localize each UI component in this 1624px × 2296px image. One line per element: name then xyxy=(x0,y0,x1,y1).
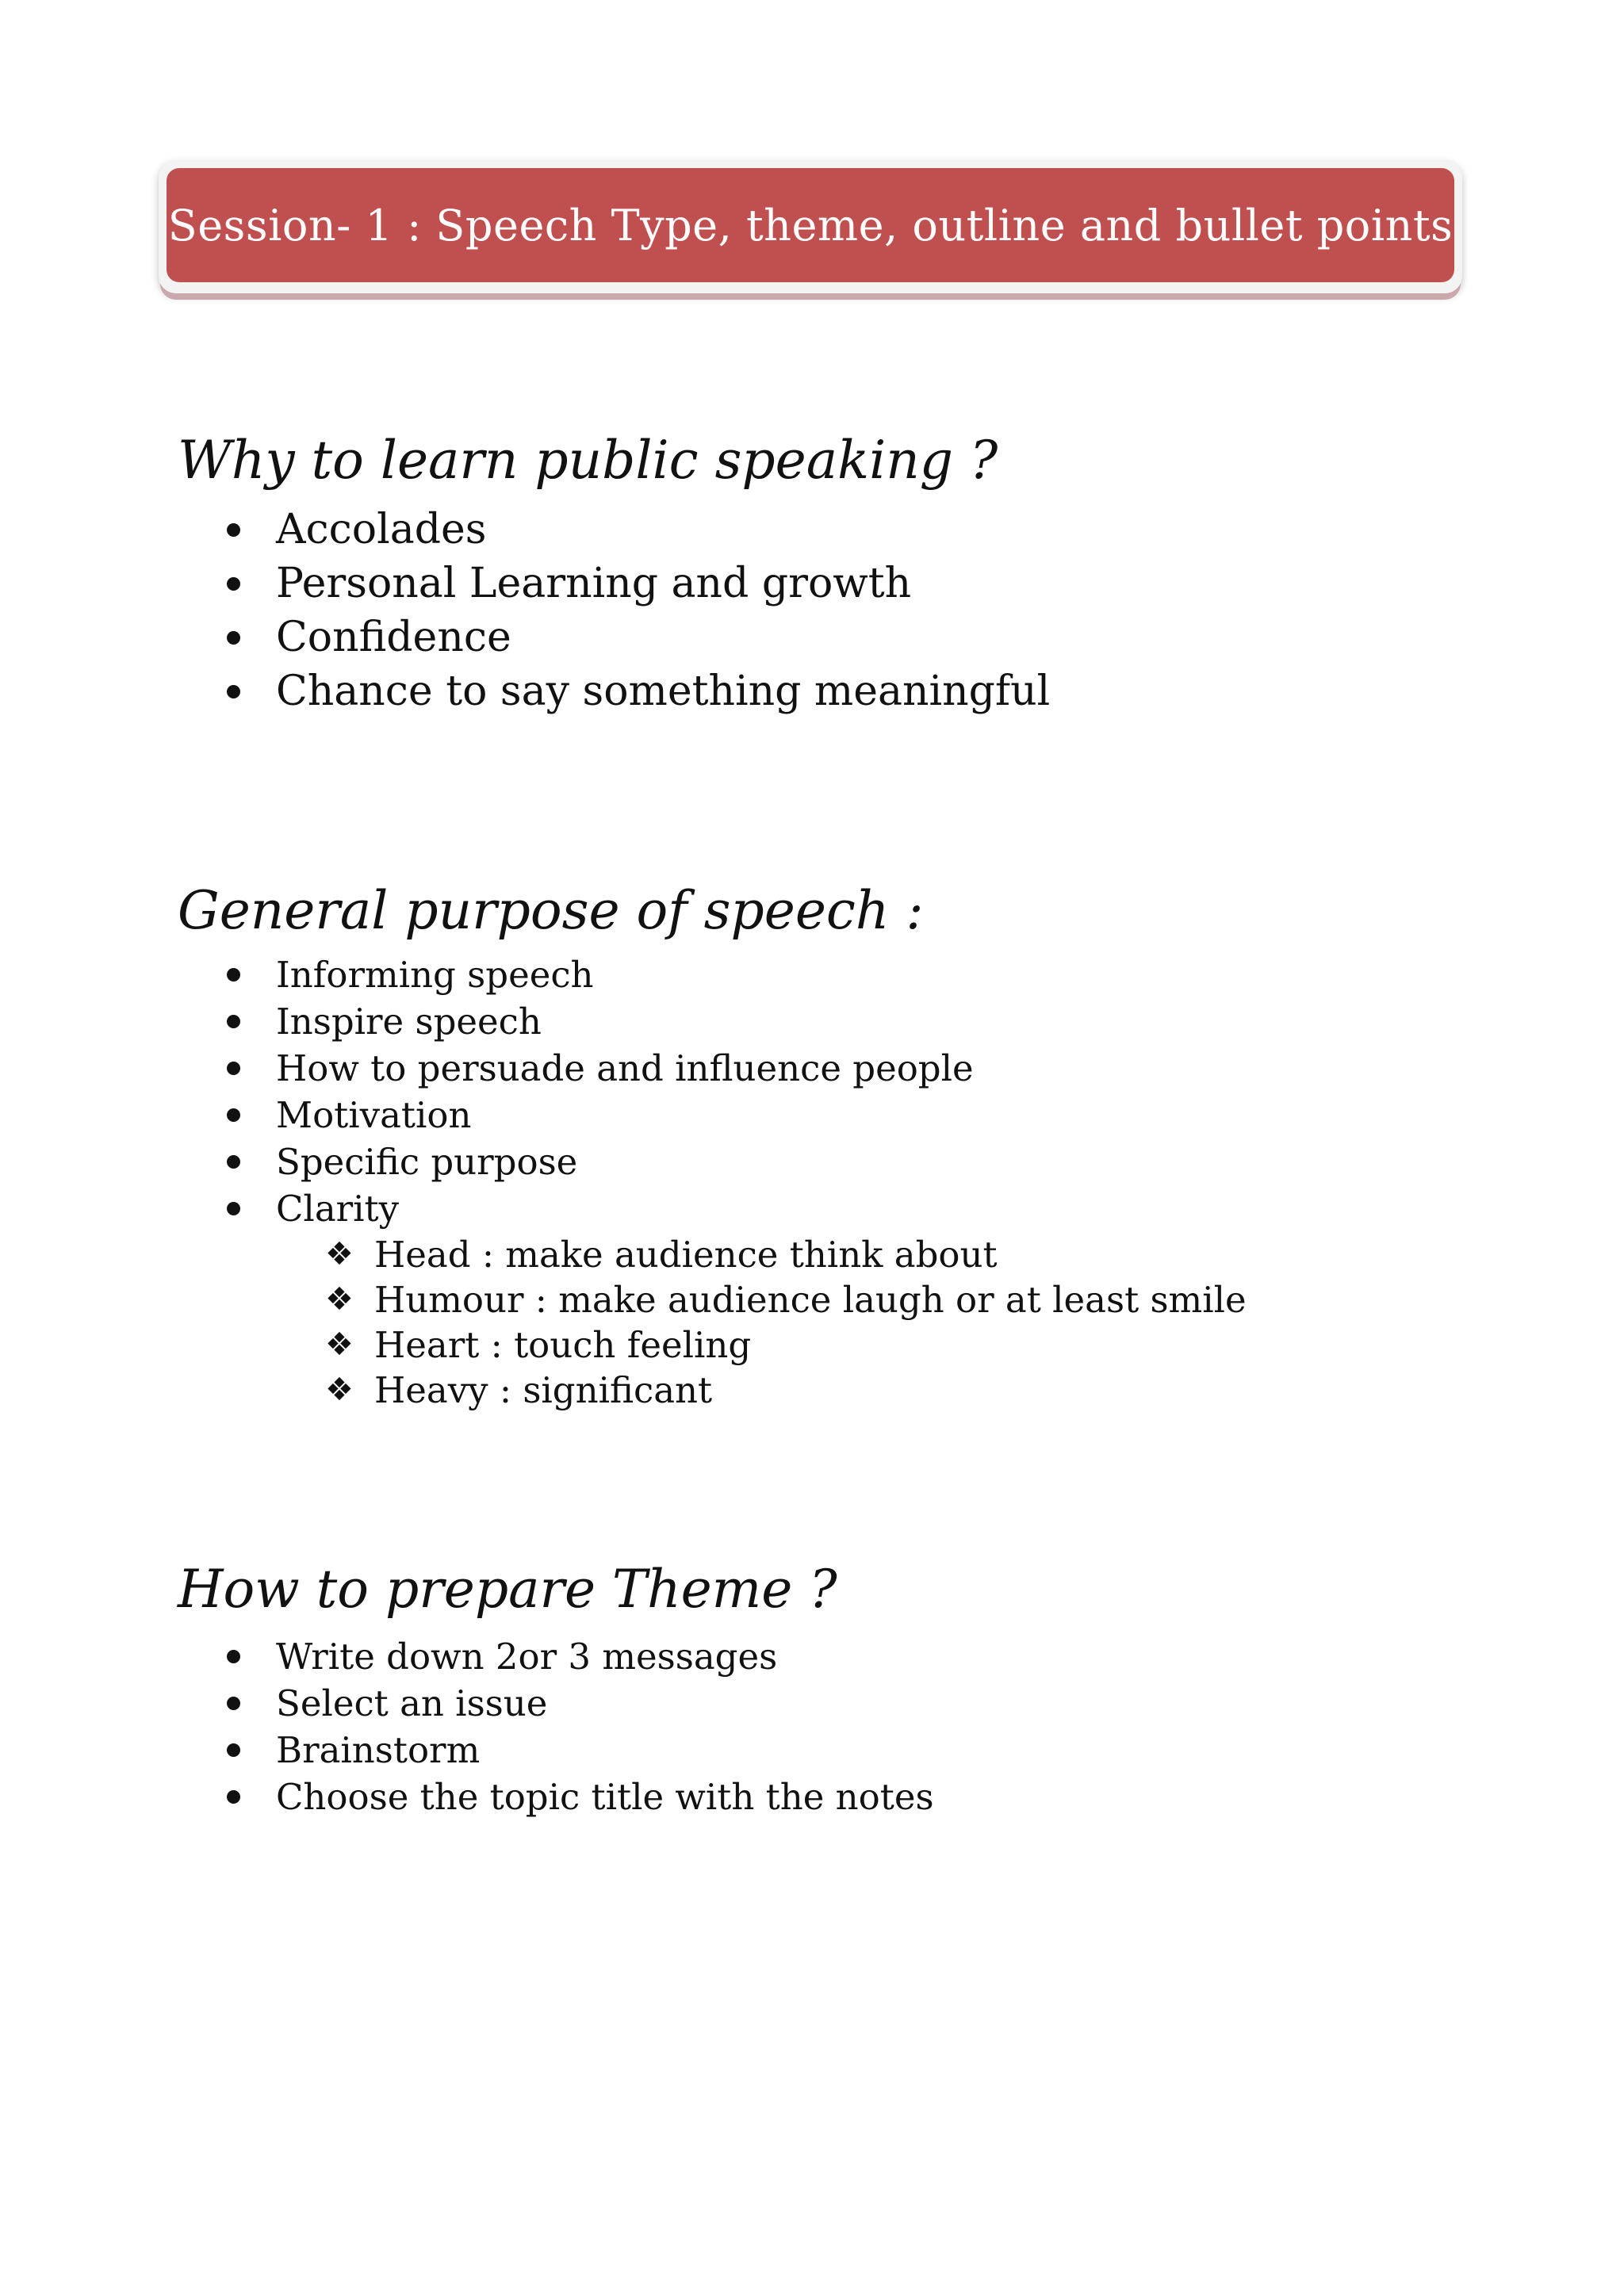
sub-list-item xyxy=(178,1322,1247,1368)
section-heading: Why to learn public speaking ? xyxy=(178,430,998,491)
list-item xyxy=(178,1185,1247,1232)
bullet-icon xyxy=(227,523,240,537)
sub-list-item-text: Head : make audience think about xyxy=(374,1234,998,1276)
bullet-icon xyxy=(227,1015,240,1028)
bullet-icon xyxy=(227,1650,240,1663)
section-heading: General purpose of speech : xyxy=(178,880,924,941)
list-item-text: Clarity xyxy=(276,1188,400,1230)
list-item-text: Confidence xyxy=(276,614,511,661)
list-item-text: Write down 2or 3 messages xyxy=(276,1636,778,1678)
diamond-bullet-icon: ❖ xyxy=(325,1372,354,1408)
list-item xyxy=(178,1633,934,1680)
section-heading: How to prepare Theme ? xyxy=(178,1559,837,1620)
list-item xyxy=(178,951,1247,998)
list-item xyxy=(178,1045,1247,1092)
bullet-icon xyxy=(227,1202,240,1215)
list-item-text: How to persuade and influence people xyxy=(276,1047,974,1089)
bullet-list xyxy=(178,503,1050,718)
list-item xyxy=(178,503,1050,557)
list-item-text: Chance to say something meaningful xyxy=(276,668,1051,715)
list-item-text: Personal Learning and growth xyxy=(276,560,912,607)
sub-list-item-text: Heavy : significant xyxy=(374,1369,713,1411)
list-item xyxy=(178,1774,934,1820)
list-item xyxy=(178,610,1050,664)
section-general-purpose xyxy=(178,880,1247,1413)
bullet-icon xyxy=(227,631,240,645)
bullet-icon xyxy=(227,1155,240,1169)
sub-list-item-text: Humour : make audience laugh or at least smile xyxy=(374,1279,1247,1321)
list-item-text: Select an issue xyxy=(276,1682,548,1724)
list-item-text: Choose the topic title with the notes xyxy=(276,1776,934,1818)
bullet-icon xyxy=(227,685,240,698)
section-prepare-theme xyxy=(178,1559,934,1820)
bullet-list xyxy=(178,1633,934,1820)
session-title: Session- 1 : Speech Type, theme, outline and bullet points xyxy=(167,168,1454,282)
session-banner xyxy=(159,160,1462,293)
bullet-list xyxy=(178,951,1247,1232)
sub-list-item-text: Heart : touch feeling xyxy=(374,1324,752,1366)
list-item-text: Informing speech xyxy=(276,954,594,996)
list-item xyxy=(178,1138,1247,1185)
bullet-icon xyxy=(227,1790,240,1804)
diamond-bullet-icon: ❖ xyxy=(325,1281,354,1318)
list-item-text: Specific purpose xyxy=(276,1141,578,1183)
list-item xyxy=(178,664,1050,718)
list-item xyxy=(178,1727,934,1774)
list-item-text: Brainstorm xyxy=(276,1729,481,1771)
sub-list-item xyxy=(178,1232,1247,1277)
list-item-text: Inspire speech xyxy=(276,1001,542,1043)
bullet-icon xyxy=(227,968,240,982)
sub-list-item xyxy=(178,1277,1247,1322)
list-item-text: Motivation xyxy=(276,1094,472,1136)
sub-bullet-list xyxy=(178,1232,1247,1413)
bullet-icon xyxy=(227,577,240,591)
diamond-bullet-icon: ❖ xyxy=(325,1236,354,1272)
sub-list-item xyxy=(178,1368,1247,1413)
bullet-icon xyxy=(227,1108,240,1122)
bullet-icon xyxy=(227,1743,240,1757)
section-why-learn xyxy=(178,430,1051,718)
list-item xyxy=(178,557,1050,610)
list-item xyxy=(178,998,1247,1045)
bullet-icon xyxy=(227,1062,240,1075)
list-item xyxy=(178,1092,1247,1138)
list-item xyxy=(178,1680,934,1727)
list-item-text: Accolades xyxy=(276,506,487,553)
diamond-bullet-icon: ❖ xyxy=(325,1326,354,1363)
bullet-icon xyxy=(227,1697,240,1710)
